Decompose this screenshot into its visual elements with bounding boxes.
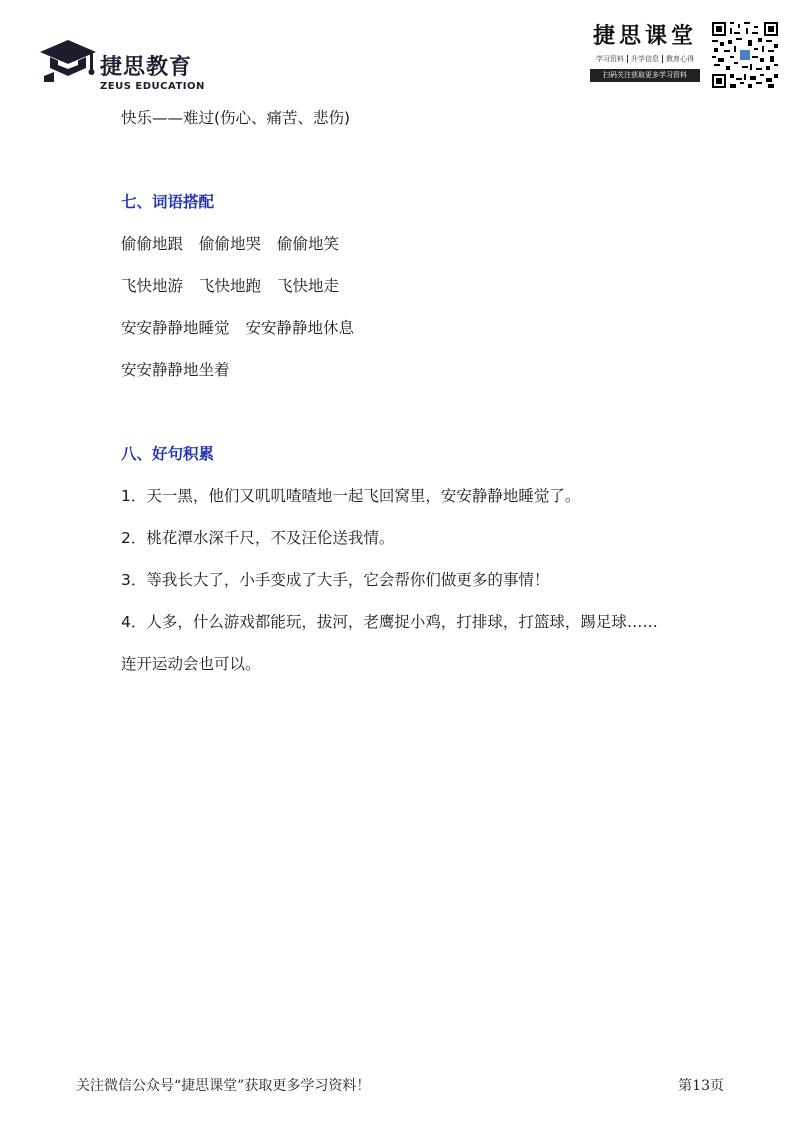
sentence-item: 2．桃花潭水深千尺，不及汪伦送我情。 (121, 529, 395, 547)
brand-tags (583, 52, 707, 66)
collocation-row (121, 360, 230, 380)
logo-english-name: ZEUS EDUCATION (100, 81, 205, 92)
zeus-education-logo (38, 38, 208, 92)
collocation-row (121, 276, 339, 296)
collocation-row (121, 234, 339, 254)
sentence-item: 4．人多，什么游戏都能玩，拔河，老鹰捉小鸡，打排球，打篮球，踢足球…… (121, 613, 658, 631)
collocation-item: 飞快地游 (121, 277, 184, 295)
section-heading-good-sentences: 八、好句积累 (121, 445, 215, 463)
footer-promo-text: 关注微信公众号“捷思课堂”获取更多学习资料！ (76, 1078, 371, 1094)
antonym-line: 快乐——难过(伤心、痛苦、悲伤) (121, 109, 351, 127)
sentence-item: 3．等我长大了，小手变成了大手，它会帮你们做更多的事情！ (121, 571, 550, 589)
collocation-item: 偷偷地笑 (277, 235, 340, 253)
tag-divider (662, 55, 663, 63)
tag-divider (627, 55, 628, 63)
collocation-item: 飞快地走 (277, 277, 340, 295)
sentence-item: 1．天一黑，他们又叽叽喳喳地一起飞回窝里，安安静静地睡觉了。 (121, 487, 581, 505)
collocation-row (121, 318, 354, 338)
collocation-item: 安安静静地休息 (245, 319, 355, 337)
collocation-item: 偷偷地跟 (121, 235, 184, 253)
brand-block (583, 22, 707, 90)
collocation-item: 偷偷地哭 (199, 235, 262, 253)
page-number: 第13页 (678, 1078, 724, 1094)
graduation-cap-logo-icon (38, 38, 98, 84)
brand-tag: 学习资料 (596, 55, 624, 63)
collocation-item: 安安静静地睡觉 (121, 319, 230, 337)
scan-prompt-bar: 扫码关注获取更多学习资料 (590, 69, 700, 82)
collocation-item: 飞快地跑 (199, 277, 262, 295)
page-footer (76, 1075, 724, 1095)
collocation-item: 安安静静地坐着 (121, 361, 230, 379)
brand-tag: 升学信息 (631, 55, 659, 63)
brand-tag: 教育心得 (666, 55, 694, 63)
qr-code-icon (712, 22, 778, 88)
sentence-continuation: 连开运动会也可以。 (121, 655, 261, 673)
logo-chinese-name: 捷思教育 (100, 55, 193, 80)
section-heading-word-collocation: 七、词语搭配 (121, 193, 215, 211)
brand-title: 捷思课堂 (592, 23, 697, 49)
